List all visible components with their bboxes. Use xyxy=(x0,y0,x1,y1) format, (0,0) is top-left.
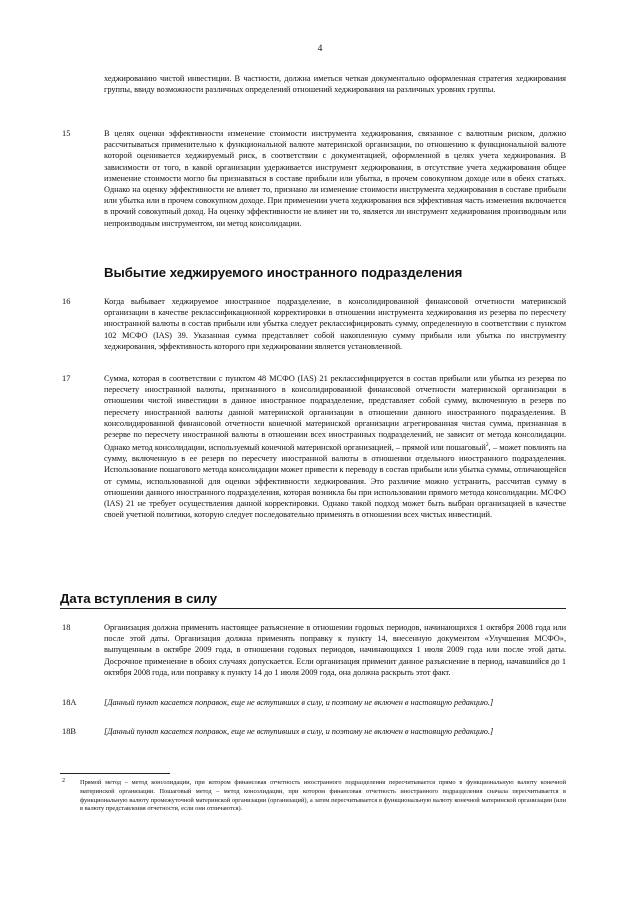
paragraph-17-part-b: , – может повлиять на сумму, включенную в ее резерв по пересчету иностранной валюты в отношении отдельного иностранного подразделения. Использование пошагового метода консолидации может привести к переводу в состав прибыли или убытка суммы, отличающейся от суммы, использованной для оценки эффективности хеджирования. Это различие можно устранить, рассчитав сумму в отношении данного иностранного подразделения, которая возникла бы при использовании прямого метода консолидации. МСФО (IAS) 21 не требует осуществления данной корректировки. Однако такой подход может быть выбран организацией в качестве своей учетной политики, которую следует последовательно применять в отношении всех чистых инвестиций. xyxy=(104,443,566,520)
paragraph-18: Организация должна применять настоящее разъяснение в отношении годовых периодов, начинающихся 1 октября 2008 года или после этой даты. Организация должна применять поправку к пункту 14, внесенную документом «Улучшения МСФО», выпущенным в октябре 2009 года, в отношении годовых периодов, начинающихся 1 июля 2009 года или после этой даты. Досрочное применение в обоих случаях допускается. Если организация применит данное разъяснение в период, начавшийся до 1 октября 2008 года, или поправку к пункту 14 до 1 июля 2009 года, она должна раскрыть этот факт. xyxy=(104,623,566,677)
footnote-reference: 2 xyxy=(485,442,489,449)
footnote-number: 2 xyxy=(62,778,65,784)
paragraph-16: Когда выбывает хеджируемое иностранное подразделение, в консолидированной финансовой отчетности материнской организации в качестве реклассификационной корректировки в отношении инструмента хеджирования из резерва по пересчету иностранной валюты в состав прибыли или убытка следует реклассифицировать сумму, определенную в соответствии с пунктом 102 МСФО (IAS) 39. Указанная сумма представляет собой накопленную сумму прибыли или убытка по инструменту хеджирования, эффективность которого при хеджировании является установленной. xyxy=(104,297,566,351)
paragraph-number-18A: 18A xyxy=(62,698,77,707)
paragraph-number-17: 17 xyxy=(62,374,71,383)
page-number: 4 xyxy=(317,44,323,54)
footnote-divider xyxy=(60,773,170,774)
paragraph-number-15: 15 xyxy=(62,129,71,138)
paragraph-number-16: 16 xyxy=(62,297,71,306)
paragraph-15: В целях оценки эффективности изменение стоимости инструмента хеджирования, связанное с валютным риском, должно рассчитываться применительно к функциональной валюте материнской организации, по отношению к функциональной валюте которой оценивается хеджируемый риск, в соответствии с документацией, оформленной в целях учета хеджирования. В зависимости от того, в какой организации удерживается инструмент хеджирования, в отсутствие учета хеджирования общее изменение стоимости могло бы признаваться в составе прибыли или убытка, в прочем совокупном доходе или в обеих статьях. Однако на оценку эффективности не влияет то, признано ли изменение стоимости инструмента хеджирования в составе прибыли или убытка или в прочем совокупном доходе. При применении учета хеджирования вся эффективная часть изменения включается в прочий совокупный доход. На оценку эффективности не влияет ни то, является ли инструмент хеджирования производным или непроизводным инструментом, ни метод консолидации. xyxy=(104,129,566,228)
paragraph-17 xyxy=(104,373,566,520)
paragraph-18A: [Данный пункт касается поправок, еще не вступивших в силу, и поэтому не включен в настоящую редакцию.] xyxy=(104,698,494,707)
paragraph-17-part-a: Сумма, которая в соответствии с пунктом 48 МСФО (IAS) 21 реклассифицируется в состав прибыли или убытка из резерва по пересчету иностранной валюты, признанного в консолидированной финансовой отчетности материнской организации в отношении чистой инвестиции в данное иностранное подразделение, представляет собой сумму, включенную в резерв по пересчету иностранной валюты данной материнской организации в отношении данного иностранного подразделения. В консолидированной финансовой отчетности конечной материнской организации агрегированная чистая сумма, признанная в резерве по пересчету иностранной валюты в отношении всех иностранных подразделений, не зависит от метода консолидации. Однако метод консолидации, используемый конечной материнской организацией, – прямой или пошаговый xyxy=(104,374,566,453)
heading-underline xyxy=(60,608,566,609)
paragraph-18B: [Данный пункт касается поправок, еще не вступивших в силу, и поэтому не включен в настоящую редакцию.] xyxy=(104,727,494,736)
intro-paragraph: хеджированию чистой инвестиции. В частности, должна иметься четкая документально оформленная стратегия хеджирования группы, ввиду возможности различных определений отношений хеджирования на различных уровнях группы. xyxy=(104,74,566,95)
footnote-text: Прямой метод – метод консолидации, при котором финансовая отчетность иностранного подразделения пересчитывается прямо в функциональную валюту конечной материнской организации. Пошаговый метод – метод консолидации, при котором финансовая отчетность иностранного подразделения сначала пересчитывается в функциональную валюту промежуточной материнской организации (организаций), а затем пересчитывается в функциональную валюту конечной материнской организации (или в валюту представления отчетности, если они отличаются). xyxy=(80,779,566,813)
paragraph-number-18: 18 xyxy=(62,623,71,632)
paragraph-number-18B: 18B xyxy=(62,727,76,736)
section-heading-effective-date: Дата вступления в силу xyxy=(60,591,218,606)
section-heading-disposal: Выбытие хеджируемого иностранного подразделения xyxy=(104,265,463,280)
